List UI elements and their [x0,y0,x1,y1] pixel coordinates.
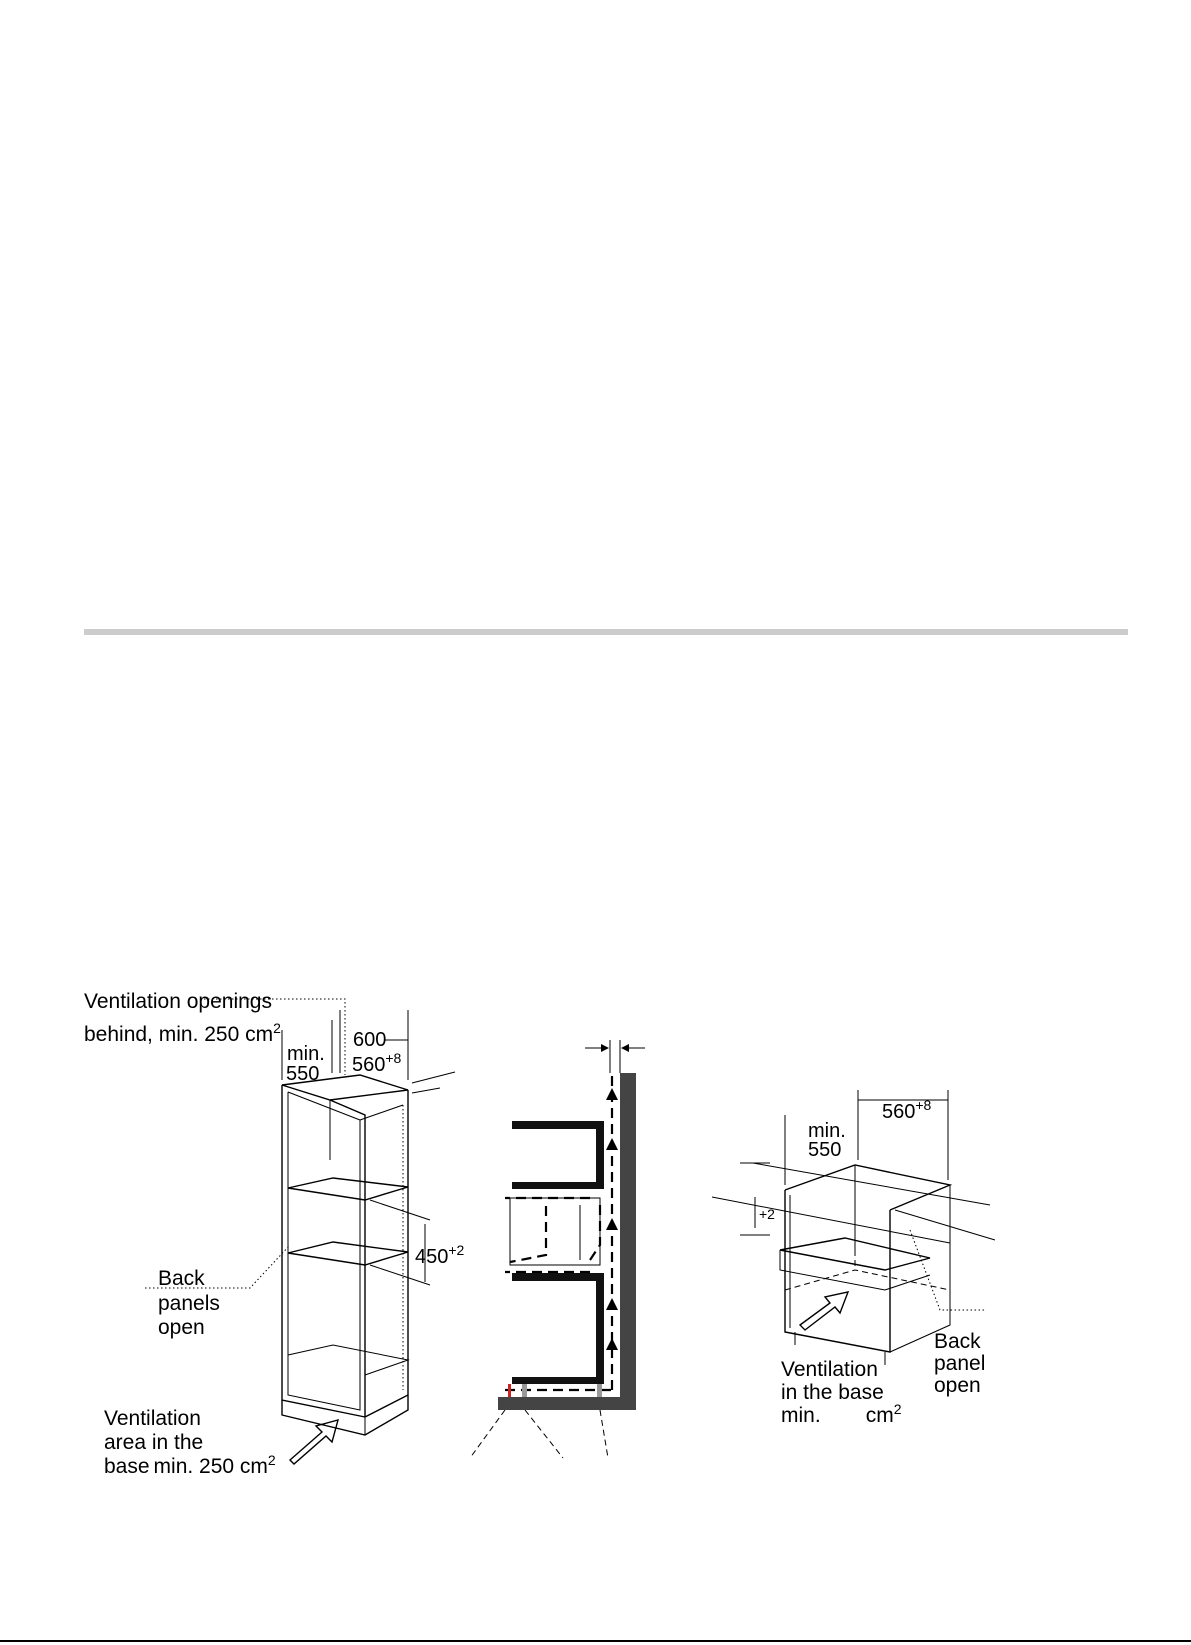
bottom-border [0,1640,1191,1642]
vent-base-label-3: base min. 250 $cm^2$ [104,1452,276,1478]
height-450: $450^{+2}$ [415,1242,465,1268]
vent-behind-label-1: Ventilation openings [84,990,272,1013]
back-panels-label-3: open [158,1316,205,1339]
vent-base-label-1: Ventilation [104,1407,201,1430]
installation-diagram [0,980,1191,1480]
min-label: min. [287,1043,325,1065]
vent-base-label-2: area in the [104,1431,204,1454]
back-panels-label-1: Back [158,1267,205,1290]
airflow-section-diagram [470,1040,645,1458]
under-counter-diagram [712,1090,995,1365]
min-value: 550 [286,1063,320,1085]
rear-wall [620,1073,636,1410]
width-600: 600 [353,1029,387,1051]
vent-behind-label-2: behind, min. 250 $cm^2$ [84,1020,281,1046]
back-panels-label-2: panels [158,1292,220,1315]
under-height-tol: +2 [759,1206,775,1222]
under-back-label-1: Back [934,1330,981,1353]
under-width-560: $560^{+8}$ [882,1097,932,1123]
under-back-label-2: panel [934,1352,986,1375]
under-vent-label-2: in the base [781,1381,884,1404]
width-560: $560^{+8}$ [352,1050,402,1076]
under-min-label: min. [808,1120,846,1142]
section-divider [84,629,1128,635]
under-back-label-3: open [934,1374,981,1397]
under-vent-label-1: Ventilation [781,1358,878,1381]
under-vent-label-3: min. $cm^2$ [781,1401,902,1427]
under-min-value: 550 [808,1139,842,1161]
